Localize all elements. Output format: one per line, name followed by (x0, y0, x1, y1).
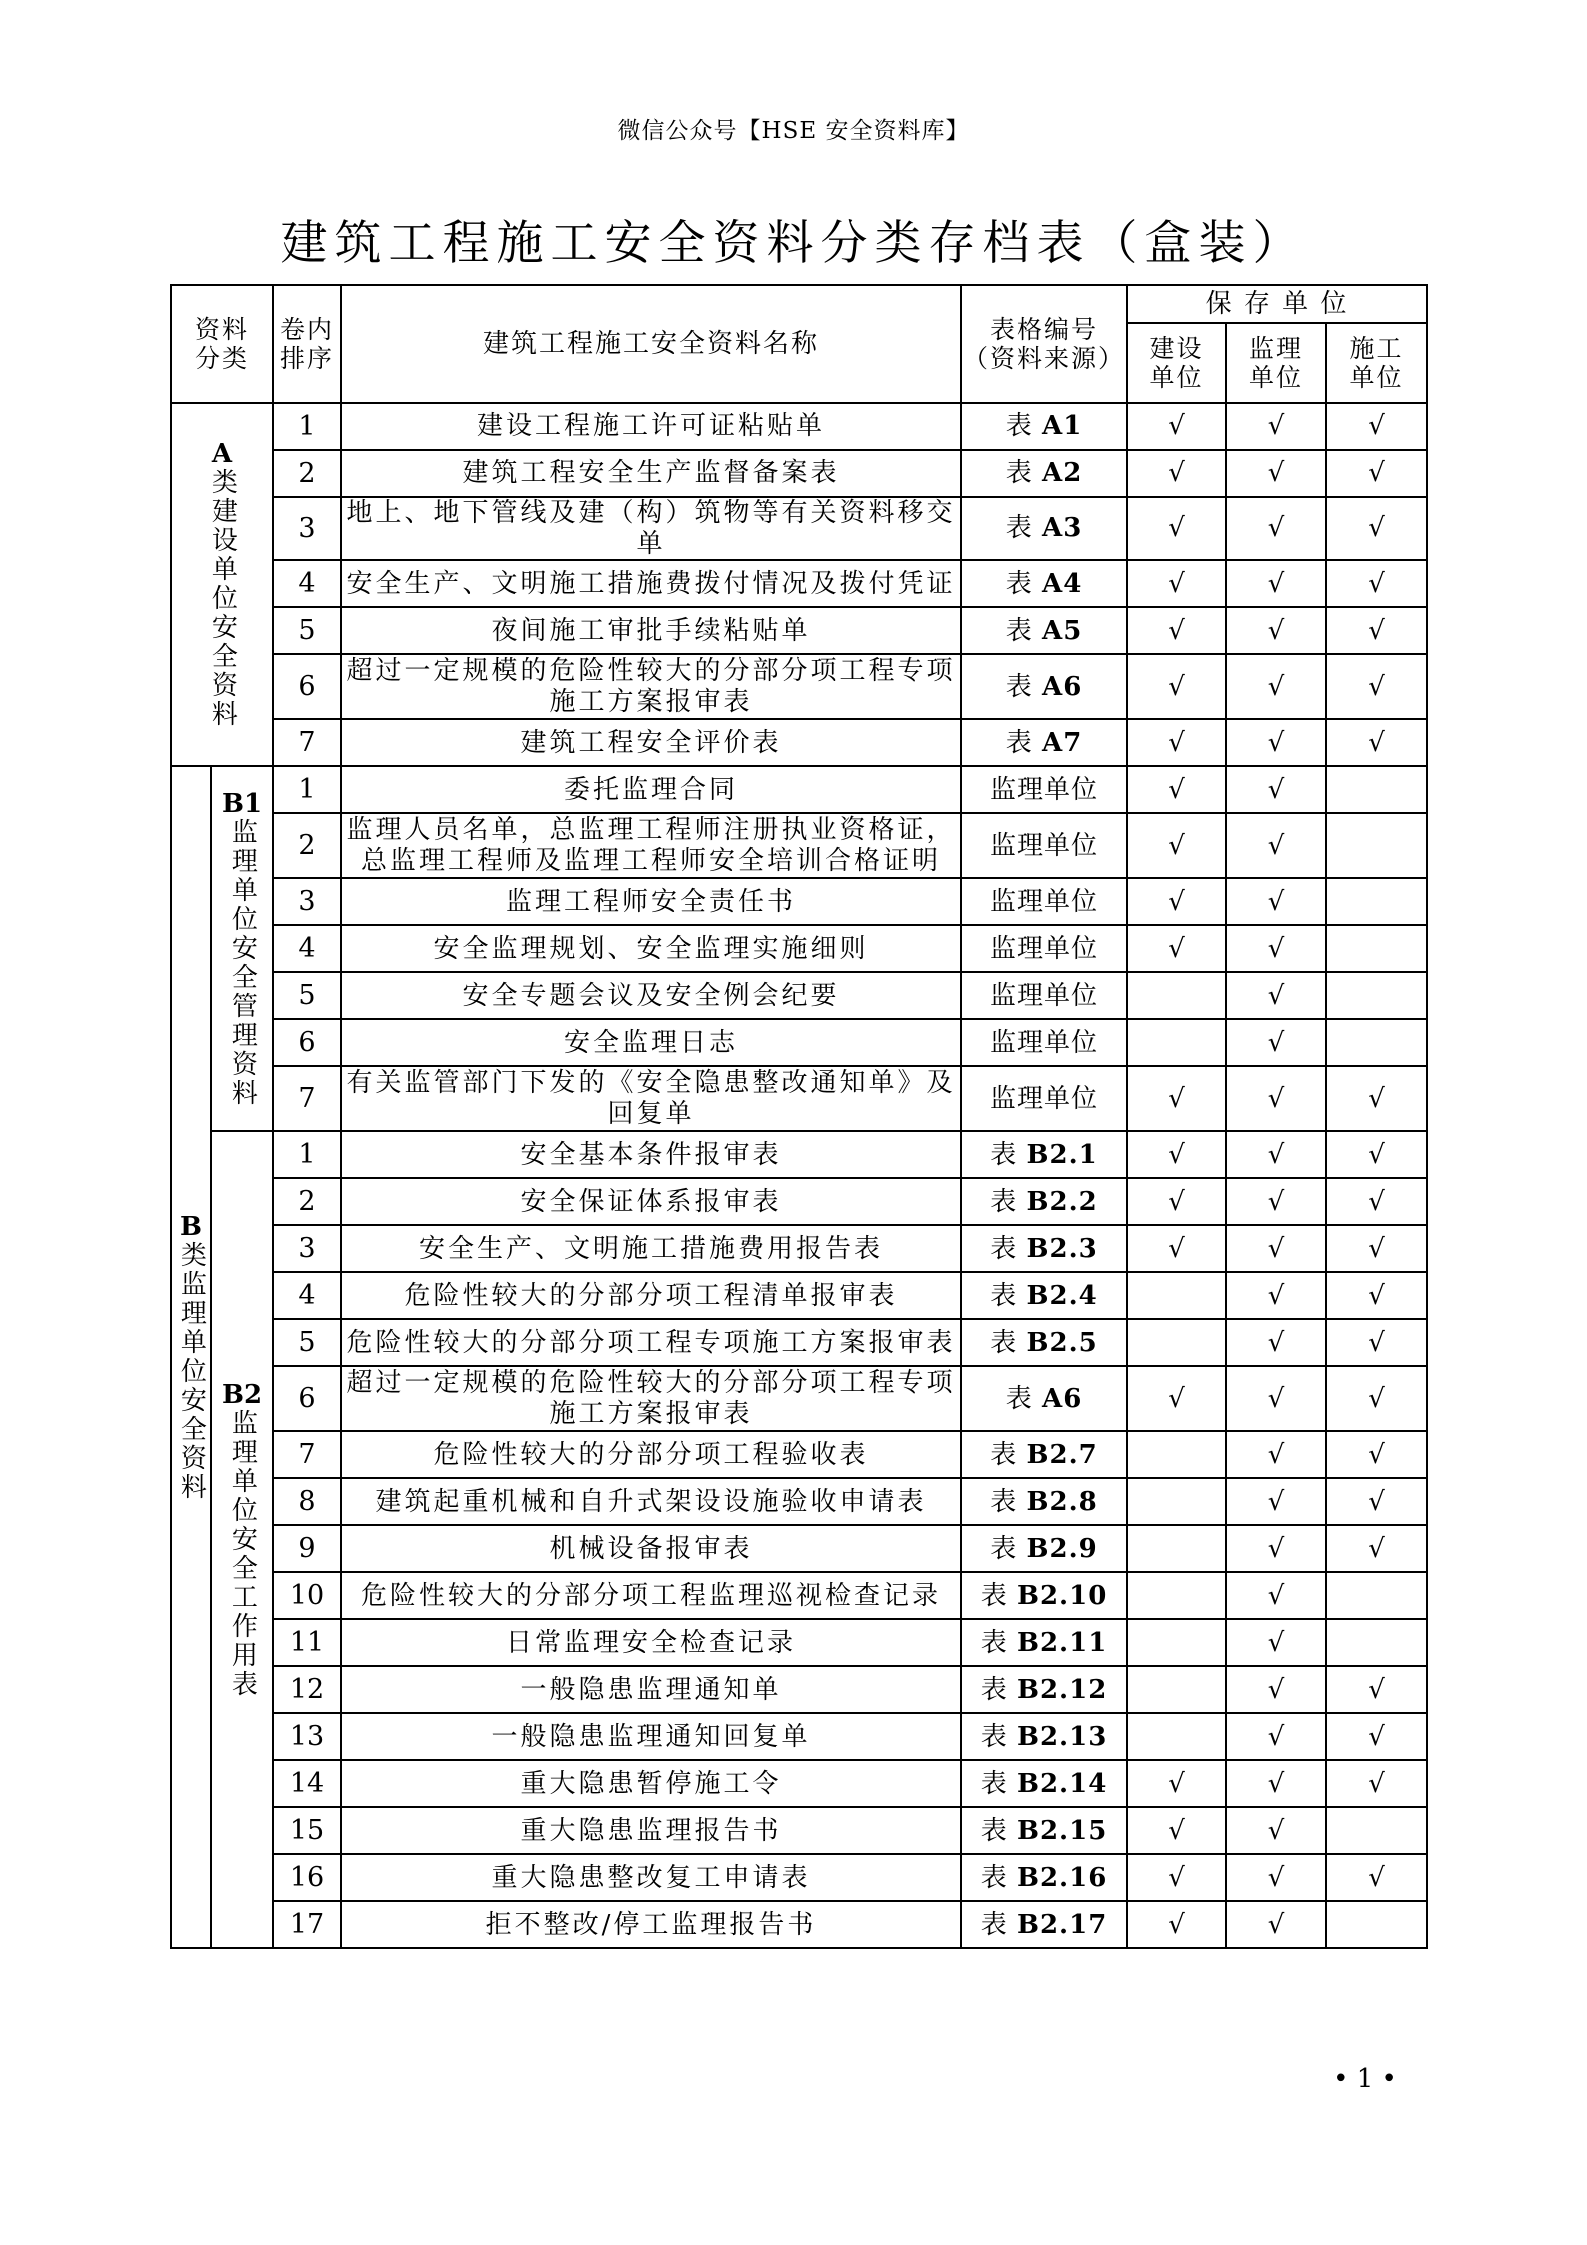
keep-jianshe-cell: √ (1127, 607, 1226, 654)
row-name: 安全生产、文明施工措施费用报告表 (341, 1225, 961, 1272)
keep-jianshe-cell: √ (1127, 1901, 1226, 1948)
row-code-prefix: 表 (990, 1280, 1027, 1311)
row-code (961, 1854, 1127, 1901)
keep-jianli-cell: √ (1226, 925, 1326, 972)
row-code-prefix: 监理单位 (990, 1027, 1099, 1058)
row-code (961, 972, 1127, 1019)
row-name: 有关监管部门下发的《安全隐患整改通知单》及回复单 (341, 1066, 961, 1131)
row-seq: 16 (273, 1854, 341, 1901)
row-name: 监理工程师安全责任书 (341, 878, 961, 925)
keep-jianli-cell: √ (1226, 1760, 1326, 1807)
keep-shigong-cell: √ (1326, 403, 1427, 450)
header-code: 表格编号 （资料来源） (961, 285, 1127, 403)
row-name: 建筑工程安全生产监督备案表 (341, 450, 961, 497)
keep-jianshe-cell (1127, 1572, 1226, 1619)
keep-jianli-cell: √ (1226, 1225, 1326, 1272)
row-code-prefix: 表 (1005, 411, 1043, 442)
row-seq: 7 (273, 1066, 341, 1131)
keep-shigong-cell: √ (1326, 1431, 1427, 1478)
keep-jianli-cell: √ (1226, 1478, 1326, 1525)
table-row (171, 1131, 1427, 1178)
keep-shigong-cell: √ (1326, 654, 1427, 719)
row-code (961, 403, 1127, 450)
table-row (171, 1019, 1427, 1066)
row-code-number: A7 (1042, 727, 1083, 758)
keep-shigong-cell: √ (1326, 1319, 1427, 1366)
row-code-prefix: 表 (980, 1580, 1017, 1611)
row-name: 超过一定规模的危险性较大的分部分项工程专项施工方案报审表 (341, 1366, 961, 1431)
keep-shigong-cell: √ (1326, 1131, 1427, 1178)
row-code (961, 1366, 1127, 1431)
row-code (961, 766, 1127, 813)
row-seq: 10 (273, 1572, 341, 1619)
row-seq: 13 (273, 1713, 341, 1760)
row-code-prefix: 表 (1005, 1383, 1043, 1414)
row-code (961, 1272, 1127, 1319)
table-row (171, 450, 1427, 497)
row-seq: 4 (273, 1272, 341, 1319)
keep-jianshe-cell: √ (1127, 1366, 1226, 1431)
keep-shigong-cell: √ (1326, 1713, 1427, 1760)
row-code-prefix: 监理单位 (990, 980, 1099, 1011)
row-code-number: B2.3 (1026, 1233, 1098, 1264)
keep-shigong-cell (1326, 766, 1427, 813)
row-code-prefix: 监理单位 (990, 886, 1099, 917)
keep-shigong-cell: √ (1326, 1525, 1427, 1572)
row-name: 一般隐患监理通知单 (341, 1666, 961, 1713)
row-code (961, 1431, 1127, 1478)
keep-shigong-cell (1326, 1619, 1427, 1666)
keep-shigong-cell: √ (1326, 1760, 1427, 1807)
row-name: 机械设备报审表 (341, 1525, 961, 1572)
row-seq: 17 (273, 1901, 341, 1948)
keep-jianli-cell: √ (1226, 450, 1326, 497)
row-seq: 4 (273, 925, 341, 972)
category-b (171, 766, 211, 1948)
keep-jianshe-cell: √ (1127, 403, 1226, 450)
keep-jianshe-cell (1127, 1525, 1226, 1572)
keep-shigong-cell (1326, 813, 1427, 878)
row-code (961, 654, 1127, 719)
row-code (961, 1319, 1127, 1366)
keep-jianshe-cell (1127, 1272, 1226, 1319)
keep-jianli-cell: √ (1226, 497, 1326, 560)
keep-jianli-cell: √ (1226, 972, 1326, 1019)
row-seq: 3 (273, 1225, 341, 1272)
keep-jianli-cell: √ (1226, 1666, 1326, 1713)
keep-jianshe-cell: √ (1127, 450, 1226, 497)
keep-jianli-cell: √ (1226, 1572, 1326, 1619)
row-name: 地上、地下管线及建（构）筑物等有关资料移交单 (341, 497, 961, 560)
table-row (171, 1666, 1427, 1713)
row-code (961, 925, 1127, 972)
row-code-prefix: 表 (1005, 513, 1043, 544)
row-code (961, 1807, 1127, 1854)
row-seq: 12 (273, 1666, 341, 1713)
keep-jianli-cell: √ (1226, 1366, 1326, 1431)
keep-jianli-cell: √ (1226, 1178, 1326, 1225)
table-row (171, 1525, 1427, 1572)
table-row (171, 1319, 1427, 1366)
category-label: 监理单位安全工作用表 (227, 1409, 258, 1700)
row-code (961, 1525, 1127, 1572)
row-seq: 2 (273, 1178, 341, 1225)
row-code-number: A1 (1042, 411, 1083, 442)
keep-shigong-cell: √ (1326, 1478, 1427, 1525)
keep-shigong-cell (1326, 972, 1427, 1019)
row-code-prefix: 表 (980, 1909, 1017, 1940)
table-row (171, 1572, 1427, 1619)
keep-shigong-cell: √ (1326, 1225, 1427, 1272)
row-name: 委托监理合同 (341, 766, 961, 813)
keep-jianli-cell: √ (1226, 1131, 1326, 1178)
row-seq: 5 (273, 607, 341, 654)
keep-jianli-cell: √ (1226, 878, 1326, 925)
category-a (171, 403, 273, 766)
row-code-prefix: 监理单位 (990, 1083, 1099, 1114)
row-name: 监理人员名单，总监理工程师注册执业资格证，总监理工程师及监理工程师安全培训合格证明 (341, 813, 961, 878)
header-seq: 卷内 排序 (273, 285, 341, 403)
row-code-prefix: 表 (990, 1233, 1027, 1264)
row-name: 安全专题会议及安全例会纪要 (341, 972, 961, 1019)
category-label: 类建设单位安全资料 (207, 468, 238, 730)
row-code (961, 1713, 1127, 1760)
row-code (961, 1760, 1127, 1807)
keep-jianli-cell: √ (1226, 403, 1326, 450)
keep-jianshe-cell: √ (1127, 925, 1226, 972)
keep-shigong-cell: √ (1326, 450, 1427, 497)
row-code (961, 1901, 1127, 1948)
keep-jianshe-cell (1127, 1713, 1226, 1760)
category-letter: A (211, 438, 233, 469)
row-name: 安全监理日志 (341, 1019, 961, 1066)
row-code-number: B2.11 (1016, 1627, 1108, 1658)
keep-jianli-cell: √ (1226, 719, 1326, 766)
row-code-prefix: 表 (980, 1627, 1017, 1658)
row-code (961, 497, 1127, 560)
table-row (171, 1478, 1427, 1525)
keep-shigong-cell (1326, 878, 1427, 925)
keep-jianshe-cell (1127, 1319, 1226, 1366)
keep-jianli-cell: √ (1226, 560, 1326, 607)
row-seq: 3 (273, 878, 341, 925)
category-b2 (211, 1131, 273, 1948)
category-letter: B1 (221, 788, 263, 819)
row-seq: 6 (273, 1366, 341, 1431)
keep-jianli-cell: √ (1226, 607, 1326, 654)
row-code (961, 450, 1127, 497)
table-body (171, 403, 1427, 1948)
row-code-prefix: 表 (980, 1674, 1017, 1705)
row-code (961, 607, 1127, 654)
row-seq: 6 (273, 654, 341, 719)
row-code-prefix: 表 (1005, 458, 1043, 489)
row-code-prefix: 表 (980, 1721, 1017, 1752)
row-code (961, 1066, 1127, 1131)
row-code-number: B2.5 (1026, 1327, 1098, 1358)
row-code-number: A5 (1042, 615, 1083, 646)
table-row (171, 813, 1427, 878)
row-name: 安全基本条件报审表 (341, 1131, 961, 1178)
header-keep: 保 存 单 位 (1127, 285, 1427, 323)
row-code (961, 1019, 1127, 1066)
table-row (171, 925, 1427, 972)
header-category: 资料 分类 (171, 285, 273, 403)
keep-jianshe-cell: √ (1127, 813, 1226, 878)
keep-jianshe-cell: √ (1127, 654, 1226, 719)
keep-jianli-cell: √ (1226, 654, 1326, 719)
table-row (171, 1178, 1427, 1225)
table-row (171, 1431, 1427, 1478)
table-row (171, 878, 1427, 925)
row-seq: 1 (273, 403, 341, 450)
row-code-prefix: 监理单位 (990, 774, 1099, 805)
row-seq: 14 (273, 1760, 341, 1807)
category-letter: B (180, 1211, 202, 1242)
row-code-prefix: 表 (990, 1139, 1027, 1170)
row-code-number: A3 (1042, 513, 1083, 544)
row-code (961, 1178, 1127, 1225)
row-name: 建筑工程安全评价表 (341, 719, 961, 766)
table-row (171, 1272, 1427, 1319)
row-code-prefix: 表 (980, 1862, 1017, 1893)
row-code-number: B2.4 (1026, 1280, 1098, 1311)
row-code-prefix: 表 (990, 1327, 1027, 1358)
keep-jianshe-cell: √ (1127, 1225, 1226, 1272)
row-code-number: B2.14 (1016, 1768, 1108, 1799)
row-seq: 4 (273, 560, 341, 607)
header-keep-jianshe: 建设 单位 (1127, 323, 1226, 403)
table-row (171, 654, 1427, 719)
header-keep-shigong: 施工 单位 (1326, 323, 1427, 403)
header-name: 建筑工程施工安全资料名称 (341, 285, 961, 403)
row-name: 危险性较大的分部分项工程专项施工方案报审表 (341, 1319, 961, 1366)
keep-jianshe-cell: √ (1127, 1066, 1226, 1131)
row-code-number: B2.15 (1016, 1815, 1108, 1846)
row-code (961, 1478, 1127, 1525)
table-row (171, 1901, 1427, 1948)
keep-jianshe-cell (1127, 972, 1226, 1019)
row-code-prefix: 表 (980, 1815, 1017, 1846)
row-code-number: B2.12 (1016, 1674, 1108, 1705)
category-b1 (211, 766, 273, 1131)
row-name: 重大隐患暂停施工令 (341, 1760, 961, 1807)
keep-jianli-cell: √ (1226, 1713, 1326, 1760)
keep-jianshe-cell (1127, 1619, 1226, 1666)
row-code-prefix: 表 (1005, 615, 1043, 646)
row-name: 安全生产、文明施工措施费拨付情况及拨付凭证 (341, 560, 961, 607)
keep-shigong-cell: √ (1326, 497, 1427, 560)
row-code (961, 560, 1127, 607)
row-code-prefix: 表 (980, 1768, 1017, 1799)
row-code (961, 719, 1127, 766)
row-name: 危险性较大的分部分项工程验收表 (341, 1431, 961, 1478)
keep-shigong-cell: √ (1326, 1666, 1427, 1713)
row-code (961, 1572, 1127, 1619)
row-seq: 2 (273, 813, 341, 878)
row-code-prefix: 表 (990, 1186, 1027, 1217)
keep-shigong-cell (1326, 1572, 1427, 1619)
row-name: 建设工程施工许可证粘贴单 (341, 403, 961, 450)
row-code-number: A4 (1042, 568, 1083, 599)
page-number: • 1 • (1333, 2064, 1397, 2094)
row-name: 建筑起重机械和自升式架设设施验收申请表 (341, 1478, 961, 1525)
table-row (171, 766, 1427, 813)
keep-jianshe-cell (1127, 1019, 1226, 1066)
row-code-prefix: 表 (1005, 727, 1043, 758)
table-row (171, 719, 1427, 766)
row-name: 安全监理规划、安全监理实施细则 (341, 925, 961, 972)
keep-shigong-cell: √ (1326, 719, 1427, 766)
row-seq: 5 (273, 972, 341, 1019)
keep-jianshe-cell: √ (1127, 1807, 1226, 1854)
keep-shigong-cell: √ (1326, 1178, 1427, 1225)
keep-jianshe-cell: √ (1127, 497, 1226, 560)
keep-jianli-cell: √ (1226, 813, 1326, 878)
row-seq: 1 (273, 1131, 341, 1178)
archive-table (170, 284, 1428, 1949)
keep-jianshe-cell: √ (1127, 1131, 1226, 1178)
header-keep-jianli: 监理 单位 (1226, 323, 1326, 403)
table-row (171, 403, 1427, 450)
category-label: 监理单位安全管理资料 (227, 818, 258, 1109)
row-code-prefix: 表 (990, 1486, 1027, 1517)
table-row (171, 1760, 1427, 1807)
keep-shigong-cell: √ (1326, 1272, 1427, 1319)
table-row (171, 607, 1427, 654)
keep-jianli-cell: √ (1226, 1319, 1326, 1366)
table-row (171, 972, 1427, 1019)
row-seq: 15 (273, 1807, 341, 1854)
row-code-prefix: 监理单位 (990, 830, 1099, 861)
row-code-number: A6 (1042, 1383, 1083, 1414)
keep-jianshe-cell: √ (1127, 1760, 1226, 1807)
category-letter: B2 (221, 1379, 263, 1410)
keep-shigong-cell (1326, 1019, 1427, 1066)
row-code (961, 1666, 1127, 1713)
keep-shigong-cell: √ (1326, 1366, 1427, 1431)
row-code (961, 813, 1127, 878)
row-code-number: B2.10 (1016, 1580, 1108, 1611)
row-code-number: B2.8 (1026, 1486, 1098, 1517)
row-code (961, 1619, 1127, 1666)
keep-jianshe-cell: √ (1127, 878, 1226, 925)
keep-jianshe-cell: √ (1127, 1178, 1226, 1225)
document-title: 建筑工程施工安全资料分类存档表（盒装） (280, 216, 1307, 271)
row-seq: 1 (273, 766, 341, 813)
row-name: 安全保证体系报审表 (341, 1178, 961, 1225)
row-code-prefix: 监理单位 (990, 933, 1099, 964)
row-code-number: B2.9 (1026, 1533, 1098, 1564)
keep-jianli-cell: √ (1226, 1854, 1326, 1901)
keep-jianli-cell: √ (1226, 1525, 1326, 1572)
row-code-number: B2.17 (1016, 1909, 1108, 1940)
keep-jianshe-cell (1127, 1478, 1226, 1525)
keep-jianshe-cell: √ (1127, 766, 1226, 813)
table-row (171, 1854, 1427, 1901)
row-seq: 7 (273, 719, 341, 766)
row-seq: 6 (273, 1019, 341, 1066)
keep-shigong-cell: √ (1326, 1066, 1427, 1131)
keep-jianshe-cell (1127, 1431, 1226, 1478)
row-seq: 3 (273, 497, 341, 560)
row-code-prefix: 表 (1005, 671, 1043, 702)
keep-jianshe-cell: √ (1127, 719, 1226, 766)
keep-jianshe-cell: √ (1127, 560, 1226, 607)
table-row (171, 560, 1427, 607)
row-code (961, 1225, 1127, 1272)
keep-jianli-cell: √ (1226, 1901, 1326, 1948)
row-seq: 11 (273, 1619, 341, 1666)
keep-jianshe-cell: √ (1127, 1854, 1226, 1901)
keep-jianli-cell: √ (1226, 1019, 1326, 1066)
keep-shigong-cell: √ (1326, 560, 1427, 607)
row-seq: 2 (273, 450, 341, 497)
row-name: 拒不整改/停工监理报告书 (341, 1901, 961, 1948)
row-code-number: B2.2 (1026, 1186, 1098, 1217)
table-row (171, 1225, 1427, 1272)
row-code-prefix: 表 (990, 1533, 1027, 1564)
category-label: 类监理单位安全资料 (176, 1241, 207, 1503)
keep-jianli-cell: √ (1226, 1431, 1326, 1478)
keep-shigong-cell (1326, 1807, 1427, 1854)
row-code (961, 1131, 1127, 1178)
row-name: 一般隐患监理通知回复单 (341, 1713, 961, 1760)
row-code (961, 878, 1127, 925)
row-code-number: B2.1 (1026, 1139, 1098, 1170)
table-row (171, 1619, 1427, 1666)
keep-shigong-cell (1326, 1901, 1427, 1948)
keep-jianli-cell: √ (1226, 1272, 1326, 1319)
row-seq: 8 (273, 1478, 341, 1525)
row-code-prefix: 表 (990, 1439, 1027, 1470)
row-code-prefix: 表 (1005, 568, 1043, 599)
keep-jianli-cell: √ (1226, 1619, 1326, 1666)
row-code-number: A6 (1042, 671, 1083, 702)
table-row (171, 497, 1427, 560)
keep-shigong-cell (1326, 925, 1427, 972)
table-row (171, 1366, 1427, 1431)
keep-jianli-cell: √ (1226, 1807, 1326, 1854)
row-seq: 9 (273, 1525, 341, 1572)
row-name: 夜间施工审批手续粘贴单 (341, 607, 961, 654)
row-code-number: A2 (1042, 458, 1083, 489)
table-row (171, 1713, 1427, 1760)
row-name: 危险性较大的分部分项工程监理巡视检查记录 (341, 1572, 961, 1619)
row-code-number: B2.7 (1026, 1439, 1098, 1470)
row-name: 重大隐患监理报告书 (341, 1807, 961, 1854)
row-code-number: B2.16 (1016, 1862, 1108, 1893)
keep-jianshe-cell (1127, 1666, 1226, 1713)
keep-shigong-cell: √ (1326, 607, 1427, 654)
row-name: 重大隐患整改复工申请表 (341, 1854, 961, 1901)
keep-shigong-cell: √ (1326, 1854, 1427, 1901)
row-code-number: B2.13 (1016, 1721, 1108, 1752)
row-name: 危险性较大的分部分项工程清单报审表 (341, 1272, 961, 1319)
row-seq: 7 (273, 1431, 341, 1478)
table-row (171, 1807, 1427, 1854)
row-seq: 5 (273, 1319, 341, 1366)
row-name: 日常监理安全检查记录 (341, 1619, 961, 1666)
row-name: 超过一定规模的危险性较大的分部分项工程专项施工方案报审表 (341, 654, 961, 719)
header-note: 微信公众号【HSE 安全资料库】 (617, 118, 970, 144)
table-row (171, 1066, 1427, 1131)
keep-jianli-cell: √ (1226, 766, 1326, 813)
keep-jianli-cell: √ (1226, 1066, 1326, 1131)
